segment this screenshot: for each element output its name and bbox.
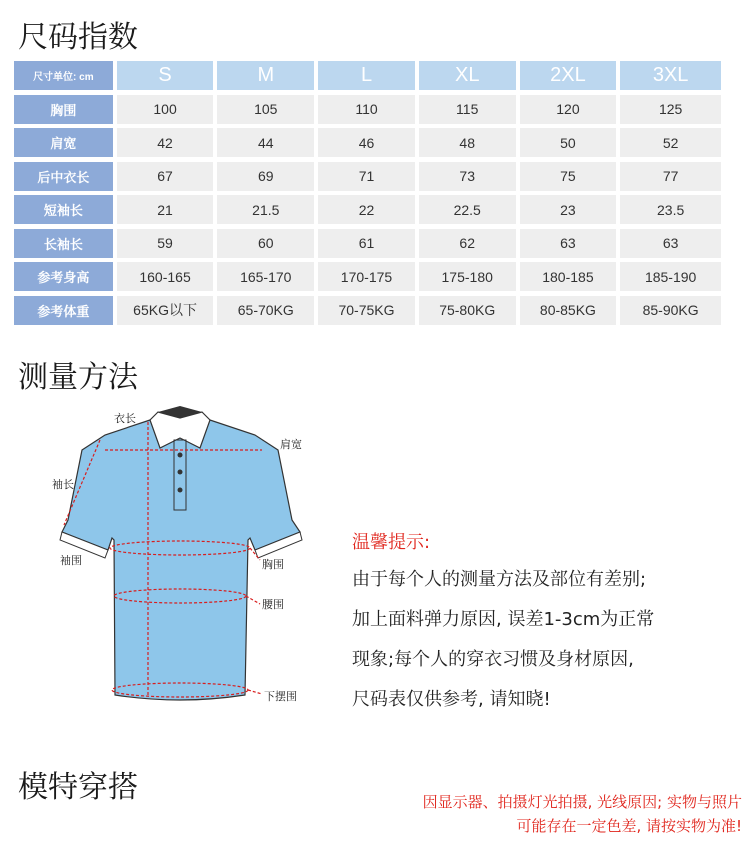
table-row xyxy=(14,262,721,291)
label-waist: 腰围 xyxy=(262,598,284,611)
table-cell: 75-80KG xyxy=(419,296,516,325)
table-cell: 100 xyxy=(117,95,214,124)
table-row xyxy=(14,95,721,124)
table-cell: 73 xyxy=(419,162,516,191)
table-cell: 52 xyxy=(620,128,721,157)
table-cell: 48 xyxy=(419,128,516,157)
table-cell: 22.5 xyxy=(419,195,516,224)
table-row xyxy=(14,229,721,258)
size-table xyxy=(14,61,721,329)
size-header-3xl: 3XL xyxy=(620,61,721,90)
table-cell: 21 xyxy=(117,195,214,224)
table-cell: 59 xyxy=(117,229,214,258)
shirt-diagram-svg xyxy=(30,400,330,720)
label-length: 衣长 xyxy=(114,412,136,425)
table-cell: 77 xyxy=(620,162,721,191)
unit-label: 尺寸单位: cm xyxy=(14,61,113,90)
table-cell: 85-90KG xyxy=(620,296,721,325)
color-notice xyxy=(262,790,742,838)
table-cell: 44 xyxy=(217,128,314,157)
table-cell: 120 xyxy=(520,95,617,124)
row-label: 短袖长 xyxy=(14,195,113,224)
tip-line: 尺码表仅供参考, 请知晓! xyxy=(352,689,551,710)
label-chest: 胸围 xyxy=(262,558,284,571)
table-cell: 110 xyxy=(318,95,415,124)
table-cell: 61 xyxy=(318,229,415,258)
table-cell: 69 xyxy=(217,162,314,191)
shirt-diagram xyxy=(30,400,330,720)
table-cell: 70-75KG xyxy=(318,296,415,325)
table-cell: 62 xyxy=(419,229,516,258)
label-shoulder: 肩宽 xyxy=(280,438,302,451)
tips-title: 温馨提示: xyxy=(352,532,431,553)
table-cell: 63 xyxy=(620,229,721,258)
size-header-l: L xyxy=(318,61,415,90)
table-cell: 46 xyxy=(318,128,415,157)
tip-line: 现象;每个人的穿衣习惯及身材原因, xyxy=(352,649,634,670)
size-header-m: M xyxy=(217,61,314,90)
measure-title: 测量方法 xyxy=(18,360,138,395)
table-cell: 160-165 xyxy=(117,262,214,291)
button-2 xyxy=(178,470,183,475)
label-sleeve: 袖长 xyxy=(52,478,74,491)
table-cell: 175-180 xyxy=(419,262,516,291)
table-cell: 65KG以下 xyxy=(117,296,214,325)
label-hem: 下摆围 xyxy=(264,690,297,703)
size-chart-title: 尺码指数 xyxy=(18,20,138,55)
table-cell: 165-170 xyxy=(217,262,314,291)
tips-box xyxy=(352,528,742,720)
model-title: 模特穿搭 xyxy=(18,770,138,805)
row-label: 长袖长 xyxy=(14,229,113,258)
notice-line: 可能存在一定色差, 请按实物为准! xyxy=(516,817,742,835)
table-cell: 71 xyxy=(318,162,415,191)
size-table-header xyxy=(14,61,721,90)
table-row xyxy=(14,195,721,224)
hem-pointer xyxy=(248,690,262,694)
table-cell: 75 xyxy=(520,162,617,191)
tip-line: 由于每个人的测量方法及部位有差别; xyxy=(352,569,647,590)
table-cell: 67 xyxy=(117,162,214,191)
row-label: 胸围 xyxy=(14,95,113,124)
table-cell: 125 xyxy=(620,95,721,124)
row-label: 参考体重 xyxy=(14,296,113,325)
size-header-xl: XL xyxy=(419,61,516,90)
waist-pointer xyxy=(246,596,260,604)
table-cell: 63 xyxy=(520,229,617,258)
table-cell: 21.5 xyxy=(217,195,314,224)
tip-line: 加上面料弹力原因, 误差1-3cm为正常 xyxy=(352,609,655,630)
table-cell: 50 xyxy=(520,128,617,157)
size-header-s: S xyxy=(117,61,214,90)
table-row xyxy=(14,128,721,157)
table-cell: 185-190 xyxy=(620,262,721,291)
table-cell: 170-175 xyxy=(318,262,415,291)
notice-line: 因显示器、拍摄灯光拍摄, 光线原因; 实物与照片 xyxy=(422,793,742,811)
table-cell: 23.5 xyxy=(620,195,721,224)
row-label: 后中衣长 xyxy=(14,162,113,191)
table-row xyxy=(14,162,721,191)
table-cell: 115 xyxy=(419,95,516,124)
table-cell: 65-70KG xyxy=(217,296,314,325)
label-cuff: 袖围 xyxy=(60,554,82,567)
row-label: 参考身高 xyxy=(14,262,113,291)
button-1 xyxy=(178,453,183,458)
table-cell: 42 xyxy=(117,128,214,157)
table-cell: 80-85KG xyxy=(520,296,617,325)
size-header-2xl: 2XL xyxy=(520,61,617,90)
button-3 xyxy=(178,488,183,493)
row-label: 肩宽 xyxy=(14,128,113,157)
table-cell: 105 xyxy=(217,95,314,124)
table-cell: 60 xyxy=(217,229,314,258)
table-cell: 23 xyxy=(520,195,617,224)
table-row xyxy=(14,296,721,325)
table-cell: 22 xyxy=(318,195,415,224)
table-cell: 180-185 xyxy=(520,262,617,291)
